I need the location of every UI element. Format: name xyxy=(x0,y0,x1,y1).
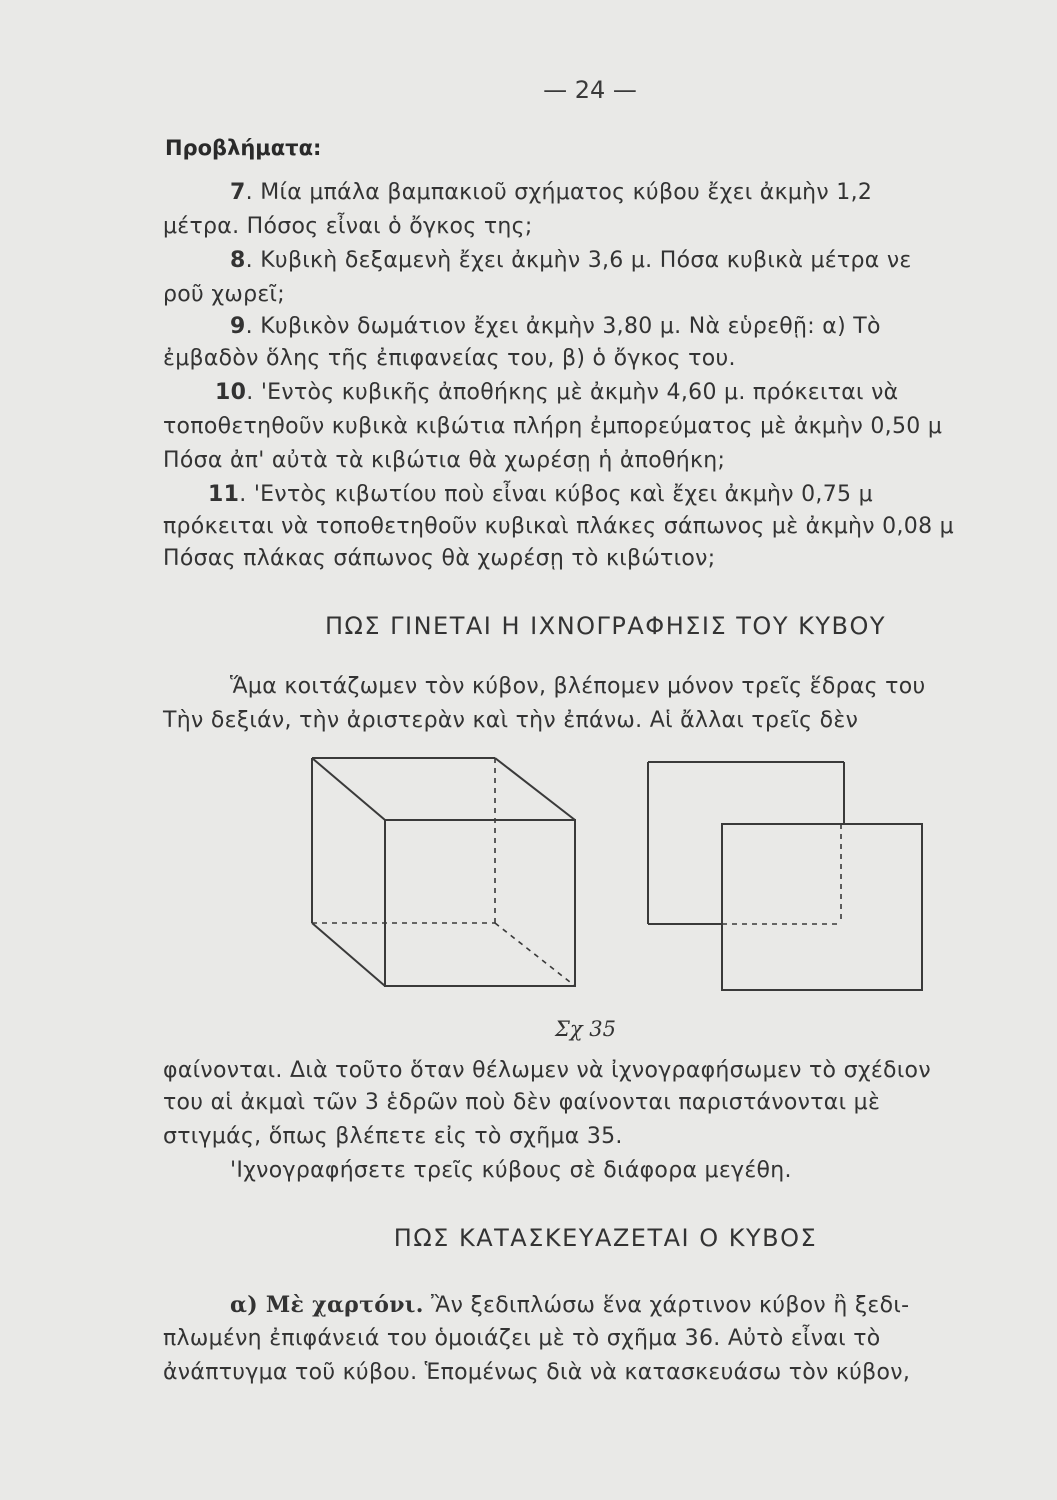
problem-8-line-1: 8. Κυβικὴ δεξαμενὴ ἔχει ἀκμὴν 3,6 μ. Πόσα κυβικὰ μέτρα νε xyxy=(230,248,912,273)
problem-9-number: 9 xyxy=(230,314,246,339)
problem-11-number: 11 xyxy=(208,482,240,507)
problem-10-line-1: 10. 'Εντὸς κυβικῆς ἀποθήκης μὲ ἀκμὴν 4,60 μ. πρόκειται νὰ xyxy=(215,380,899,405)
perspective-cube xyxy=(312,758,575,986)
problem-8-line-2: ροῦ χωρεῖ; xyxy=(163,282,285,307)
problem-7-line-1: 7. Μία μπάλα βαμπακιοῦ σχήματος κύβου ἔχει ἀκμὴν 1,2 xyxy=(230,180,873,205)
section-1-after-line-1: φαίνονται. Διὰ τοῦτο ὅταν θέλωμεν νὰ ἰχνογραφήσωμεν τὸ σχέδιον xyxy=(163,1058,931,1083)
section-2-line-3: ἀνάπτυγμα τοῦ κύβου. Ἑπομένως διὰ νὰ κατασκευάσω τὸν κύβον, xyxy=(163,1360,911,1385)
problem-9-line-1: 9. Κυβικὸν δωμάτιον ἔχει ἀκμὴν 3,80 μ. Νὰ εὑρεθῇ: α) Τὸ xyxy=(230,314,881,339)
figure-35-cube-drawings xyxy=(300,748,960,1003)
problem-10-line-3: Πόσα ἀπ' αὐτὰ τὰ κιβώτια θὰ χωρέσῃ ἡ ἀποθήκη; xyxy=(163,448,726,473)
section-1-title: ΠΩΣ ΓΙΝΕΤΑΙ Η ΙΧΝΟΓΡΑΦΗΣΙΣ ΤΟΥ ΚΥΒΟΥ xyxy=(324,612,887,640)
problem-11-line-3: Πόσας πλάκας σάπωνος θὰ χωρέσῃ τὸ κιβώτιον; xyxy=(163,546,716,571)
page-number: — 24 — xyxy=(543,76,637,104)
problem-11-line-2: πρόκειται νὰ τοποθετηθοῦν κυβικαὶ πλάκες σάπωνος μὲ ἀκμὴν 0,08 μ xyxy=(163,514,954,539)
section-1-intro-line-1: Ἅμα κοιτάζωμεν τὸν κύβον, βλέπομεν μόνον τρεῖς ἕδρας του xyxy=(230,674,926,699)
problem-10-line-2: τοποθετηθοῦν κυβικὰ κιβώτια πλήρη ἐμπορεύματος μὲ ἀκμὴν 0,50 μ xyxy=(163,414,943,439)
problem-7-line-2: μέτρα. Πόσος εἶναι ὁ ὄγκος της; xyxy=(163,214,533,239)
problems-heading: Προβλήματα: xyxy=(165,136,322,160)
problem-9-line-2: ἐμβαδὸν ὅλης τῆς ἐπιφανείας του, β) ὁ ὄγκος του. xyxy=(163,346,736,371)
section-2-line-1: α) Μὲ χαρτόνι. Ἂν ξεδιπλώσω ἕνα χάρτινον κύβον ἢ ξεδι- xyxy=(230,1292,910,1318)
section-1-after-line-3: στιγμάς, ὅπως βλέπετε εἰς τὸ σχῆμα 35. xyxy=(163,1124,623,1149)
section-1-after-line-4: 'Ιχνογραφήσετε τρεῖς κύβους σὲ διάφορα μεγέθη. xyxy=(230,1158,792,1183)
problem-7-number: 7 xyxy=(230,180,246,205)
section-1-after-line-2: του αἱ ἀκμαὶ τῶν 3 ἑδρῶν ποὺ δὲν φαίνονται παριστάνονται μὲ xyxy=(163,1090,881,1115)
section-2-lead: α) Μὲ χαρτόνι. xyxy=(230,1292,424,1318)
section-2-line-2: πλωμένη ἐπιφάνειά του ὁμοιάζει μὲ τὸ σχῆμα 36. Αὐτὸ εἶναι τὸ xyxy=(163,1326,881,1351)
front-view-squares xyxy=(648,762,922,990)
figure-caption: Σχ 35 xyxy=(555,1017,616,1041)
section-1-intro-line-2: Τὴν δεξιάν, τὴν ἀριστερὰν καὶ τὴν ἐπάνω. Αἱ ἄλλαι τρεῖς δὲν xyxy=(163,708,859,733)
section-2-title: ΠΩΣ ΚΑΤΑΣΚΕΥΑΖΕΤΑΙ Ο ΚΥΒΟΣ xyxy=(393,1224,818,1252)
problem-8-number: 8 xyxy=(230,248,246,273)
problem-10-number: 10 xyxy=(215,380,247,405)
problem-11-line-1: 11. 'Εντὸς κιβωτίου ποὺ εἶναι κύβος καὶ ἔχει ἀκμὴν 0,75 μ xyxy=(208,482,873,507)
